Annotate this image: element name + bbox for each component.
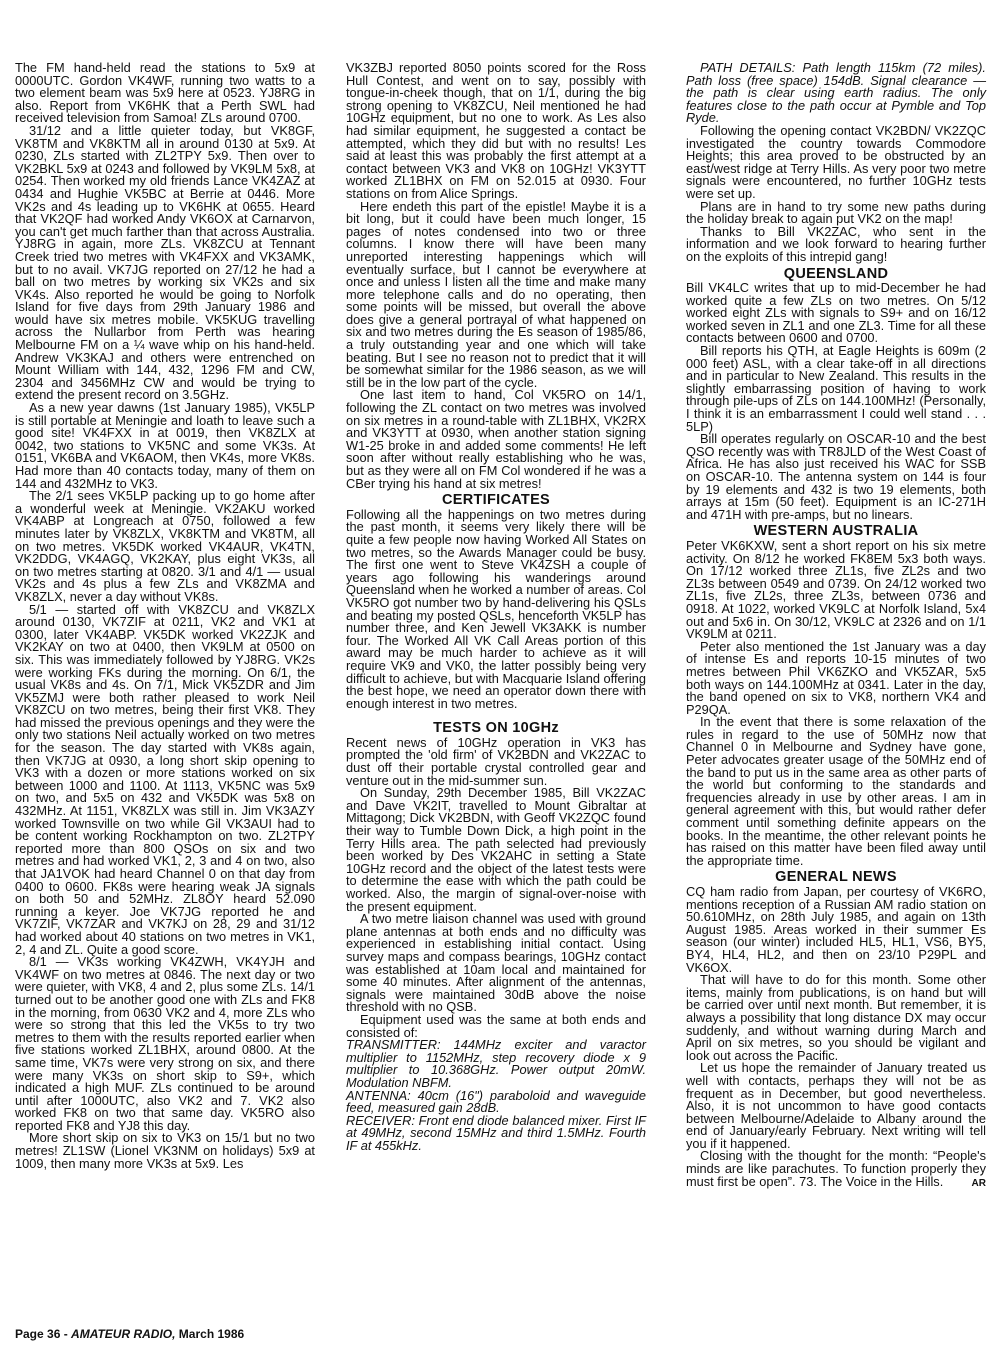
column-middle xyxy=(346,62,646,1152)
article-paragraph: Let us hope the remainder of January treated us well with contacts, perhaps they will not be as frequent as in December, but good nevertheless. Also, it is not uncommon to have good contacts between Melbourne/Adelaide to Albany around the end of January/early February. Next writing will tell you if it happened. xyxy=(686,1060,986,1151)
article-paragraph: PATH DETAILS: Path length 115km (72 miles). Path loss (free space) 154dB. Signal clearance — the path is clear using earth radius. The only features close to the path occur at Pymble and Top Ryde. xyxy=(686,60,986,126)
article-paragraph: Here endeth this part of the epistle! Maybe it is a bit long, but it could have been much longer, 15 pages of notes condensed into two or three columns. I know there will have been many unreported interesting happenings which will eventually surface, but I cannot be everywhere at once and unless I listen all the time and make many more telephone calls and do no operating, then some points will be missed, but overall the above does give a general portrayal of what happened on six and two metres during the Es season of 1985/86, a truly outstanding year and one which will take beating. But I see no reason not to predict that it will be somewhat similar for the 1986 season, as we will still be in the low part of the cycle. xyxy=(346,198,646,390)
section-heading: WESTERN AUSTRALIA xyxy=(753,523,919,540)
article-paragraph: Following the opening contact VK2BDN/ VK2ZQC investigated the country towards Commodore Heights; this area proved to be obstructed by an east/west ridge at Terry Hills. As very poor two metre signals were encountered, no further 10GHz tests were set up. xyxy=(686,122,986,201)
section-heading: GENERAL NEWS xyxy=(775,869,897,886)
article-paragraph: Equipment used was the same at both ends and consisted of: xyxy=(346,1011,646,1040)
article-paragraph: Thanks to Bill VK2ZAC, who sent in the information and we look forward to hearing further on the exploits of this intrepid gang! xyxy=(686,223,986,264)
article-paragraph: Peter also mentioned the 1st January was a day of intense Es and reports 10-15 minutes of two metres between Phil VK6ZKO and VK5ZAR, 5x5 both ways on 144.100MHz at 0341. Later in the day, the band opened on six to VK8, northern VK4 and P29QA. xyxy=(686,638,986,717)
article-paragraph: 5/1 — started off with VK8ZCU and VK8ZLX around 0130, VK7ZIF at 0211, VK2 and VK1 at 0300, later VK4ABP. VK5DK worked VK2ZJK and VK2KAY on two at 0400, then VK9LM at 0500 on six. This was immediately followed by YJ8RG. VK2s were working FKs during the morning. On 6/1, the usual VK8s and 4s. On 7/1, Mick VK5ZDR and Jim VK5ZMJ were both rather pleased to work Neil VK8ZCU on two metres, being their first VK8. They had missed the previous openings and they were the only two stations Neil actually worked on two metres for the season. The day started with VK8s again, then VK7JG at 0930, a long short skip opening to VK3 with a dozen or more stations worked on six between 1000 and 1100. At 1113, VK5NC was 5x9 on two, and 5x5 on 432 and VK5DK was 5x8 on 432MHz. At 1151, VK8ZLX was still in. Jim VK3AZY worked Townsville on two while Gil VK3AUI had to be content working Rockhampton on two. ZL2TPY reported more than 800 QSOs on six and two metres and had worked VK1, 2, 3 and 4 on two, also that JA1VOK had heard Channel 0 on that day from 0400 to 0600. FK8s were hearing weak JA signals on both 50 and 52MHz. ZL8OY heard 52.090 running a keyer. Joe VK7JG reported he and VK7ZIF, VK7ZAR and VK7KJ on 28, 29 and 31/12 had worked about 40 stations on two metres in VK1, 2, 4 and ZL. Quite a good score. xyxy=(15,601,315,957)
article-paragraph: Recent news of 10GHz operation in VK3 has prompted the 'old firm' of VK2BDN and VK2ZAC to dust off their portable crystal controlled gear and venture out in the mid-summer sun. xyxy=(346,734,646,788)
article-paragraph: Peter VK6KXW, sent a short report on his six metre activity. On 8/12 he worked FK8EM 5x3 both ways. On 17/12 worked three ZL1s, five ZL2s and two ZL3s between 0549 and 0739. On 24/12 worked two ZL1s, five ZL2s, three ZL3s, between 0736 and 0918. At 1022, worked VK9LC at Norfolk Island, 5x4 out and 5x6 in. On 30/12, VK9LC at 2326 and on 1/1 VK9LM at 0211. xyxy=(686,537,986,642)
footer-issue-date: March 1986 xyxy=(175,1327,245,1341)
section-heading: QUEENSLAND xyxy=(783,265,889,282)
article-paragraph: Bill operates regularly on OSCAR-10 and the best QSO recently was with TR8JLD of the West Coast of Africa. He has also just received his WAC for SSB on OSCAR-10. The antenna system on 144 is four by 19 elements and 432 is two 19 elements, both arrays at 15m (50 feet). Equipment is an IC-271H and 471H with pre-amps, but no linears. xyxy=(686,431,986,522)
footer-magazine-title: AMATEUR RADIO, xyxy=(71,1327,176,1341)
article-paragraph: The FM hand-held read the stations to 5x9 at 0000UTC. Gordon VK4WF, running two watts to a two element beam was 5x9 here at 0523. YJ8RG in also. Report from VK6HK that a Perth SWL had received television from Samoa! ZLs around 0700. xyxy=(15,60,315,126)
article-paragraph: More short skip on six to VK3 on 15/1 but no two metres! ZL1SW (Lionel VK3NM on holidays) 5x9 at 1009, then many more VK3s at 5x9. Les xyxy=(15,1130,315,1171)
article-paragraph: As a new year dawns (1st January 1985), VK5LP is still portable at Meningie and loath to leave such a good site! VK4FXX in at 0019, then VK8ZLX at 0042, two stations to VK5NC and some VK3s. At 0151, VK6BA and VK6AOM, then VK4s, more VK8s. Had more than 40 contacts today, many of them on 144 and 432MHz to VK3. xyxy=(15,400,315,491)
article-paragraph: One last item to hand, Col VK5RO on 14/1, following the ZL contact on two metres was involved on six metres in a round-table with ZL1BHX, VK2RX and VK3YTT at 0930, when another station signing W1-25 broke in and added some comments! He left soon after without really establishing who he was, but as they were all on FM Col wondered if he was a CBer trying his hand at six metres! xyxy=(346,387,646,491)
section-heading: CERTIFICATES xyxy=(441,492,551,509)
article-paragraph: Closing with the thought for the month: “People's minds are like parachutes. To function properly they must first be open”. 73. The Voice in the Hills. xyxy=(686,1148,986,1189)
article-paragraph: ANTENNA: 40cm (16") paraboloid and waveguide feed, measured gain 28dB. xyxy=(346,1087,646,1116)
article-paragraph: Bill VK4LC writes that up to mid-December he had worked quite a few ZLs on two metres. On 5/12 worked eight ZLs with signals to S9+ and on 16/12 worked seven in ZL1 and one ZL3. Time for all these contacts between 0600 and 0700. xyxy=(686,280,986,346)
article-paragraph: Plans are in hand to try some new paths during the holiday break to again put VK2 on the map! xyxy=(686,198,986,227)
article-paragraph: In the event that there is some relaxation of the rules in regard to the use of 50MHz now that Channel 0 in Melbourne and Sydney have gone, Peter advocates greater usage of the 50MHz end of the band to put us in the same area as other parts of the world but conforming to the standards and frequencies already in use by other areas. I am in general agreement with this, but would rather defer comment until something definite appears on the books. In the meantime, the other relevant points he has raised on this matter have been filed away until the appropriate time. xyxy=(686,714,986,868)
article-paragraph: 31/12 and a little quieter today, but VK8GF, VK8TM and VK8KTM all in around 0130 at 5x9. At 0230, ZLs started with ZL2TPY 5x9. Then over to VK2BKL 5x9 at 0243 and followed by VK9LM 5x8, at 0254. Then worked my old friends Lance VK4ZAZ at 0434 and Hughie VK5BC at Berrie at 0446. More VK2s and 4s leading up to VK6HK at 0655. Heard that VK2QF had worked Andy VK6OX at Carnarvon, you can't get much farther than that across Australia. YJ8RG in again, more ZLs. VK8ZCU at Tennant Creek tried two metres with VK4FXX and VK3AMK, but to no avail. VK7JG reported on 27/12 he had a ball on two metres by working six VK2s and six VK4s. Also reported he would be going to Norfolk Island for five days from 29th January 1986 and would have six metres mobile. VK5KUG travelling across the Nullarbor from Perth was hearing Melbourne FM on a ¼ wave whip on his hand-held. Andrew VK3KAJ and others were entrenched on Mount William with 144, 432, 1296 FM and CW, 2304 and 3456MHz CW and would be trying to extend the present record on 3.5GHz. xyxy=(15,122,315,403)
column-right xyxy=(686,62,986,1191)
article-paragraph: TRANSMITTER: 144MHz exciter and varactor multiplier to 1152MHz, step recovery diode x 9 multiplier to 10.368GHz. Power output 20mW. Modulation NBFM. xyxy=(346,1037,646,1090)
article-paragraph: That will have to do for this month. Some other items, mainly from publications, is on hand but will be carried over until next month. But remember, it is always a possibility that long distance DX may occur suddenly, and without warning during March and April on six metres, so you should be vigilant and look out across the Pacific. xyxy=(686,972,986,1063)
end-of-article-mark: AR xyxy=(971,1178,986,1190)
article-paragraph: CQ ham radio from Japan, per courtesy of VK6RO, mentions reception of a Russian AM radio station on 50.610MHz, on 28th July 1985, and again on 13th August 1985. Areas worked in their summer Es season (our winter) included HL5, HL1, VS6, BY5, BY4, HL4, HL2, and then on 23/10 P29PL and VK6OX. xyxy=(686,884,986,975)
column-left xyxy=(15,62,315,1170)
article-paragraph: The 2/1 sees VK5LP packing up to go home after a wonderful week at Meningie. VK2AKU worked VK4ABP at Longreach at 0750, followed a few minutes later by VK8ZLX, VK8KTM and VK8TM, all on two metres. VK5DK worked VK4AUR, VK4TN, VK2DDG, VK4AGQ, VK2KAY, plus eight VK3s, all on two metres starting at 0820. 3/1 and 4/1 — usual VK2s and 4s plus a few ZLs and VK8ZMA and VK8ZLX, never a day without VK8s. xyxy=(15,488,315,604)
article-paragraph: A two metre liaison channel was used with ground plane antennas at both ends and no difficulty was experienced in establishing initial contact. Using survey maps and compass bearings, 10GHz contact was established at 10am local and maintained for some 40 minutes. After alignment of the antennas, signals were maintained 30dB above the noise threshold with no QSB. xyxy=(346,911,646,1015)
article-paragraph: 8/1 — VK3s working VK4ZWH, VK4YJH and VK4WF on two metres at 0846. The next day or two were quieter, with VK8, 4 and 2, plus some ZLs. 14/1 turned out to be another good one with ZLs and FK8 in the morning, from 0630 VK2 and 4, more ZLs who were so strong that this led the VK5s to try two metres to them with the results reported earlier when five stations worked ZL1BHX, around 0800. At the same time, VK7s were very strong on six, and there were many VK3s on short skip to S9+, which indicated a high MUF. ZLs continued to be around until after 1000UTC, also VK2 and 7. VK2 also worked FK8 on two that same day. VK5RO also reported FK8 and YJ8 this day. xyxy=(15,954,315,1133)
page-footer xyxy=(15,1327,244,1341)
article-paragraph: On Sunday, 29th December 1985, Bill VK2ZAC and Dave VK2IT, travelled to Mount Gibraltar at Mittagong; Dick VK2BDN, with Geoff VK2ZQC found their way to Tumble Down Dick, a high point in the Terry Hills area. The path selected had previously been worked by Des VK2AHC in setting a State 10GHz record and the object of the latest tests were to determine the ease with which the path could be worked. Also, the margin of signal-over-noise with the present equipment. xyxy=(346,785,646,914)
article-paragraph: Bill reports his QTH, at Eagle Heights is 609m (2 000 feet) ASL, with a clear take-off in all directions and in particular to New Zealand. This results in the slightly embarrassing position of having to work through pile-ups of ZLs on 144.100MHz! (Personally, I think it is an embarrassment I could well stand . . . 5LP) xyxy=(686,343,986,434)
footer-page-number: Page 36 - xyxy=(15,1327,72,1341)
article-paragraph: VK3ZBJ reported 8050 points scored for the Ross Hull Contest, and went on to say, possibly with tongue-in-cheek though, that on 1/1, during the big strong opening to VK8ZCU, Neil mentioned he had 10GHz equipment, but no one to work. As Les also had similar equipment, he suggested a contact be attempted, which they did but with no results! Les said at least this was probably the first attempt at a contact between VK3 and VK8 on 10GHz! VK3YTT worked ZL1BHX on FM on 52.015 at 0930. Four stations on from Alice Springs. xyxy=(346,60,646,201)
article-paragraph: RECEIVER: Front end diode balanced mixer. First IF at 49MHz, second 15MHz and third 1.5MHz. Fourth IF at 455kHz. xyxy=(346,1112,646,1153)
article-paragraph: Following all the happenings on two metres during the past month, it seems very likely there will be quite a few people now having Worked All States on two metres, so the Awards Manager could be busy. The first one went to Steve VK4ZSH a couple of years ago following his wanderings around Queensland when he worked a number of areas. Col VK5RO got number two by hand-delivering his QSLs and beating my posted QSLs, henceforth VK5LP has number three, and Ken Jewell VK3AKK is number four. The Worked All VK Call Areas portion of this award may be much harder to achieve as it will require VK9 and VK0, the latter possibly being very difficult to achieve, but with Macquarie Island offering the best hope, we need an operator down there with enough interest in two metres. xyxy=(346,506,646,711)
section-spacer xyxy=(346,710,646,718)
section-heading: TESTS ON 10GHz xyxy=(433,720,559,737)
